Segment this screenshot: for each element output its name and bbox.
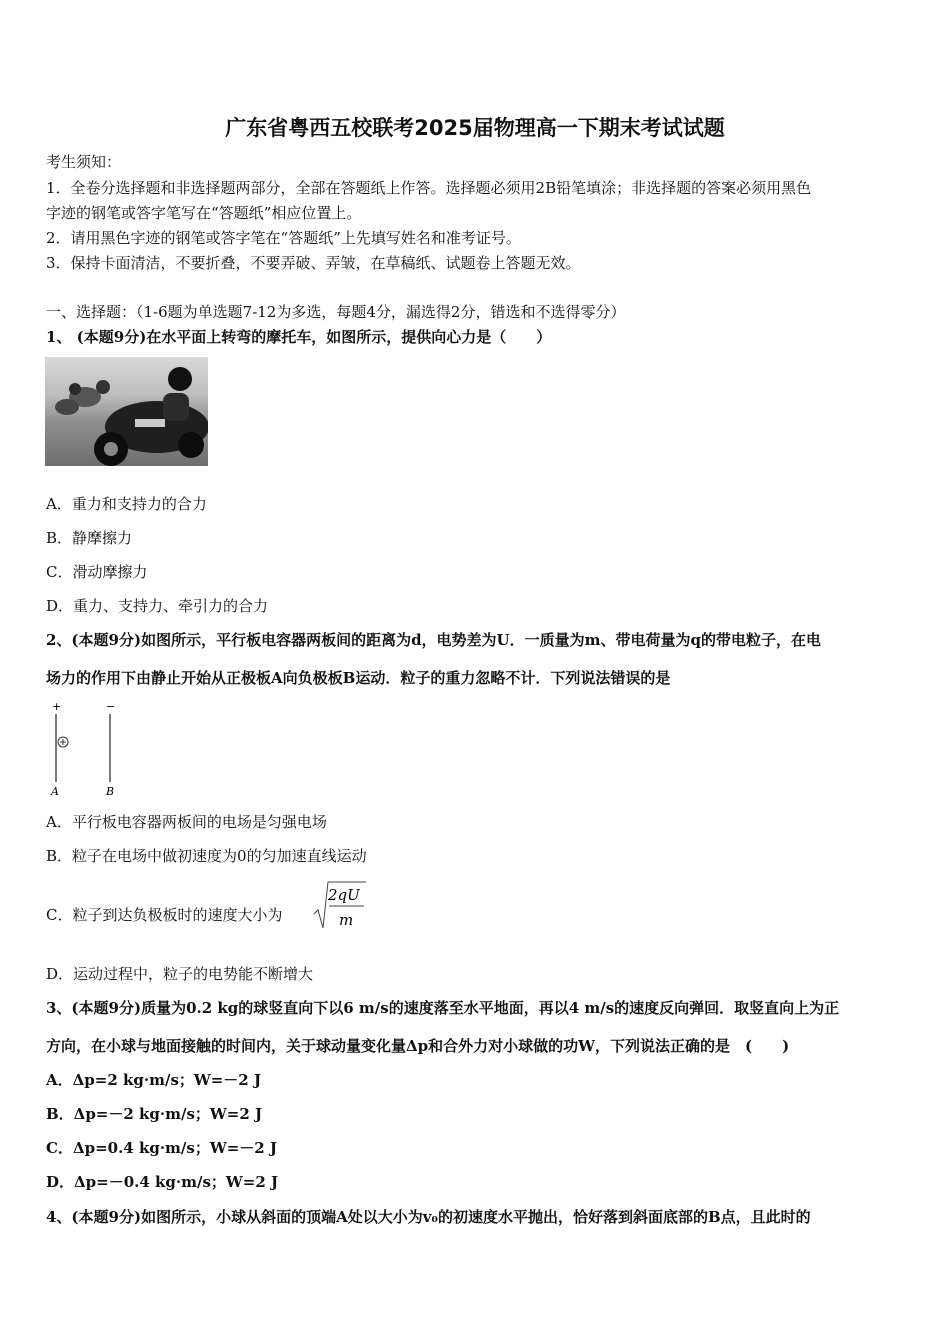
q2-option-b: B．粒子在电场中做初速度为0的匀加速直线运动 [46, 847, 367, 865]
sqrt-formula [312, 880, 368, 936]
q3-stem-1: 3、(本题9分)质量为0.2 kg的球竖直向下以6 m/s的速度落至水平地面，再以4 m/s的速度反向弹回．取竖直向上为正 [46, 999, 840, 1017]
q3-stem-2: 方向，在小球与地面接触的时间内，关于球动量变化量Δp和合外力对小球做的功W，下列说法正确的是 ( ) [46, 1037, 790, 1055]
q2-stem-1: 2、(本题9分)如图所示，平行板电容器两板间的距离为d，电势差为U．一质量为m、带电荷量为q的带电粒子，在电 [46, 631, 822, 649]
motorcycle-photo [45, 357, 208, 466]
q3-option-c: C．Δp=0.4 kg·m/s；W=－2 J [46, 1139, 278, 1157]
notice-item-2: 2．请用黑色字迹的钢笔或答字笔在“答题纸”上先填写姓名和准考证号。 [46, 229, 521, 247]
section-heading: 一、选择题：（1-6题为单选题7-12为多选，每题4分，漏选得2分，错选和不选得零分） [46, 303, 626, 321]
formula-numerator: 2qU [328, 886, 360, 904]
q2-option-d: D．运动过程中，粒子的电势能不断增大 [46, 965, 314, 983]
exam-title: 广东省粤西五校联考2025届物理高一下期末考试试题 [225, 116, 725, 140]
q3-option-d: D．Δp=－0.4 kg·m/s；W=2 J [46, 1173, 279, 1191]
notice-heading: 考生须知： [46, 153, 122, 171]
notice-item-3: 3．保持卡面清洁，不要折叠，不要弄破、弄皱，在草稿纸、试题卷上答题无效。 [46, 254, 581, 272]
q1-stem: 1、 (本题9分)在水平面上转弯的摩托车，如图所示，提供向心力是（ ） [46, 328, 552, 346]
q3-option-a: A．Δp=2 kg·m/s；W=－2 J [46, 1071, 262, 1089]
q1-option-a: A．重力和支持力的合力 [46, 495, 207, 513]
minus-label: − [106, 700, 116, 713]
plate-b-label: B [106, 785, 115, 798]
q2-option-a: A．平行板电容器两板间的电场是匀强电场 [46, 813, 327, 831]
notice-item-1b: 字迹的钢笔或答字笔写在“答题纸”相应位置上。 [46, 204, 362, 222]
plate-a-label: A [51, 785, 59, 798]
q1-option-b: B．静摩擦力 [46, 529, 133, 547]
q1-option-d: D．重力、支持力、牵引力的合力 [46, 597, 269, 615]
notice-item-1a: 1．全卷分选择题和非选择题两部分，全部在答题纸上作答。选择题必须用2B铅笔填涂；非选择题的答案必须用黑色 [46, 179, 812, 197]
plus-label: + [52, 700, 62, 713]
q1-option-c: C．滑动摩擦力 [46, 563, 148, 581]
formula-denominator: m [339, 911, 354, 929]
q2-stem-2: 场力的作用下由静止开始从正极板A向负极板B运动．粒子的重力忽略不计．下列说法错误的是 [46, 669, 671, 687]
q2-option-c: C．粒子到达负极板时的速度大小为 [46, 906, 283, 924]
q4-stem-1: 4、(本题9分)如图所示，小球从斜面的顶端A处以大小为v₀的初速度水平抛出，恰好落到斜面底部的B点，且此时的 [46, 1208, 811, 1226]
q3-option-b: B．Δp=－2 kg·m/s；W=2 J [46, 1105, 263, 1123]
capacitor-diagram [45, 700, 135, 804]
